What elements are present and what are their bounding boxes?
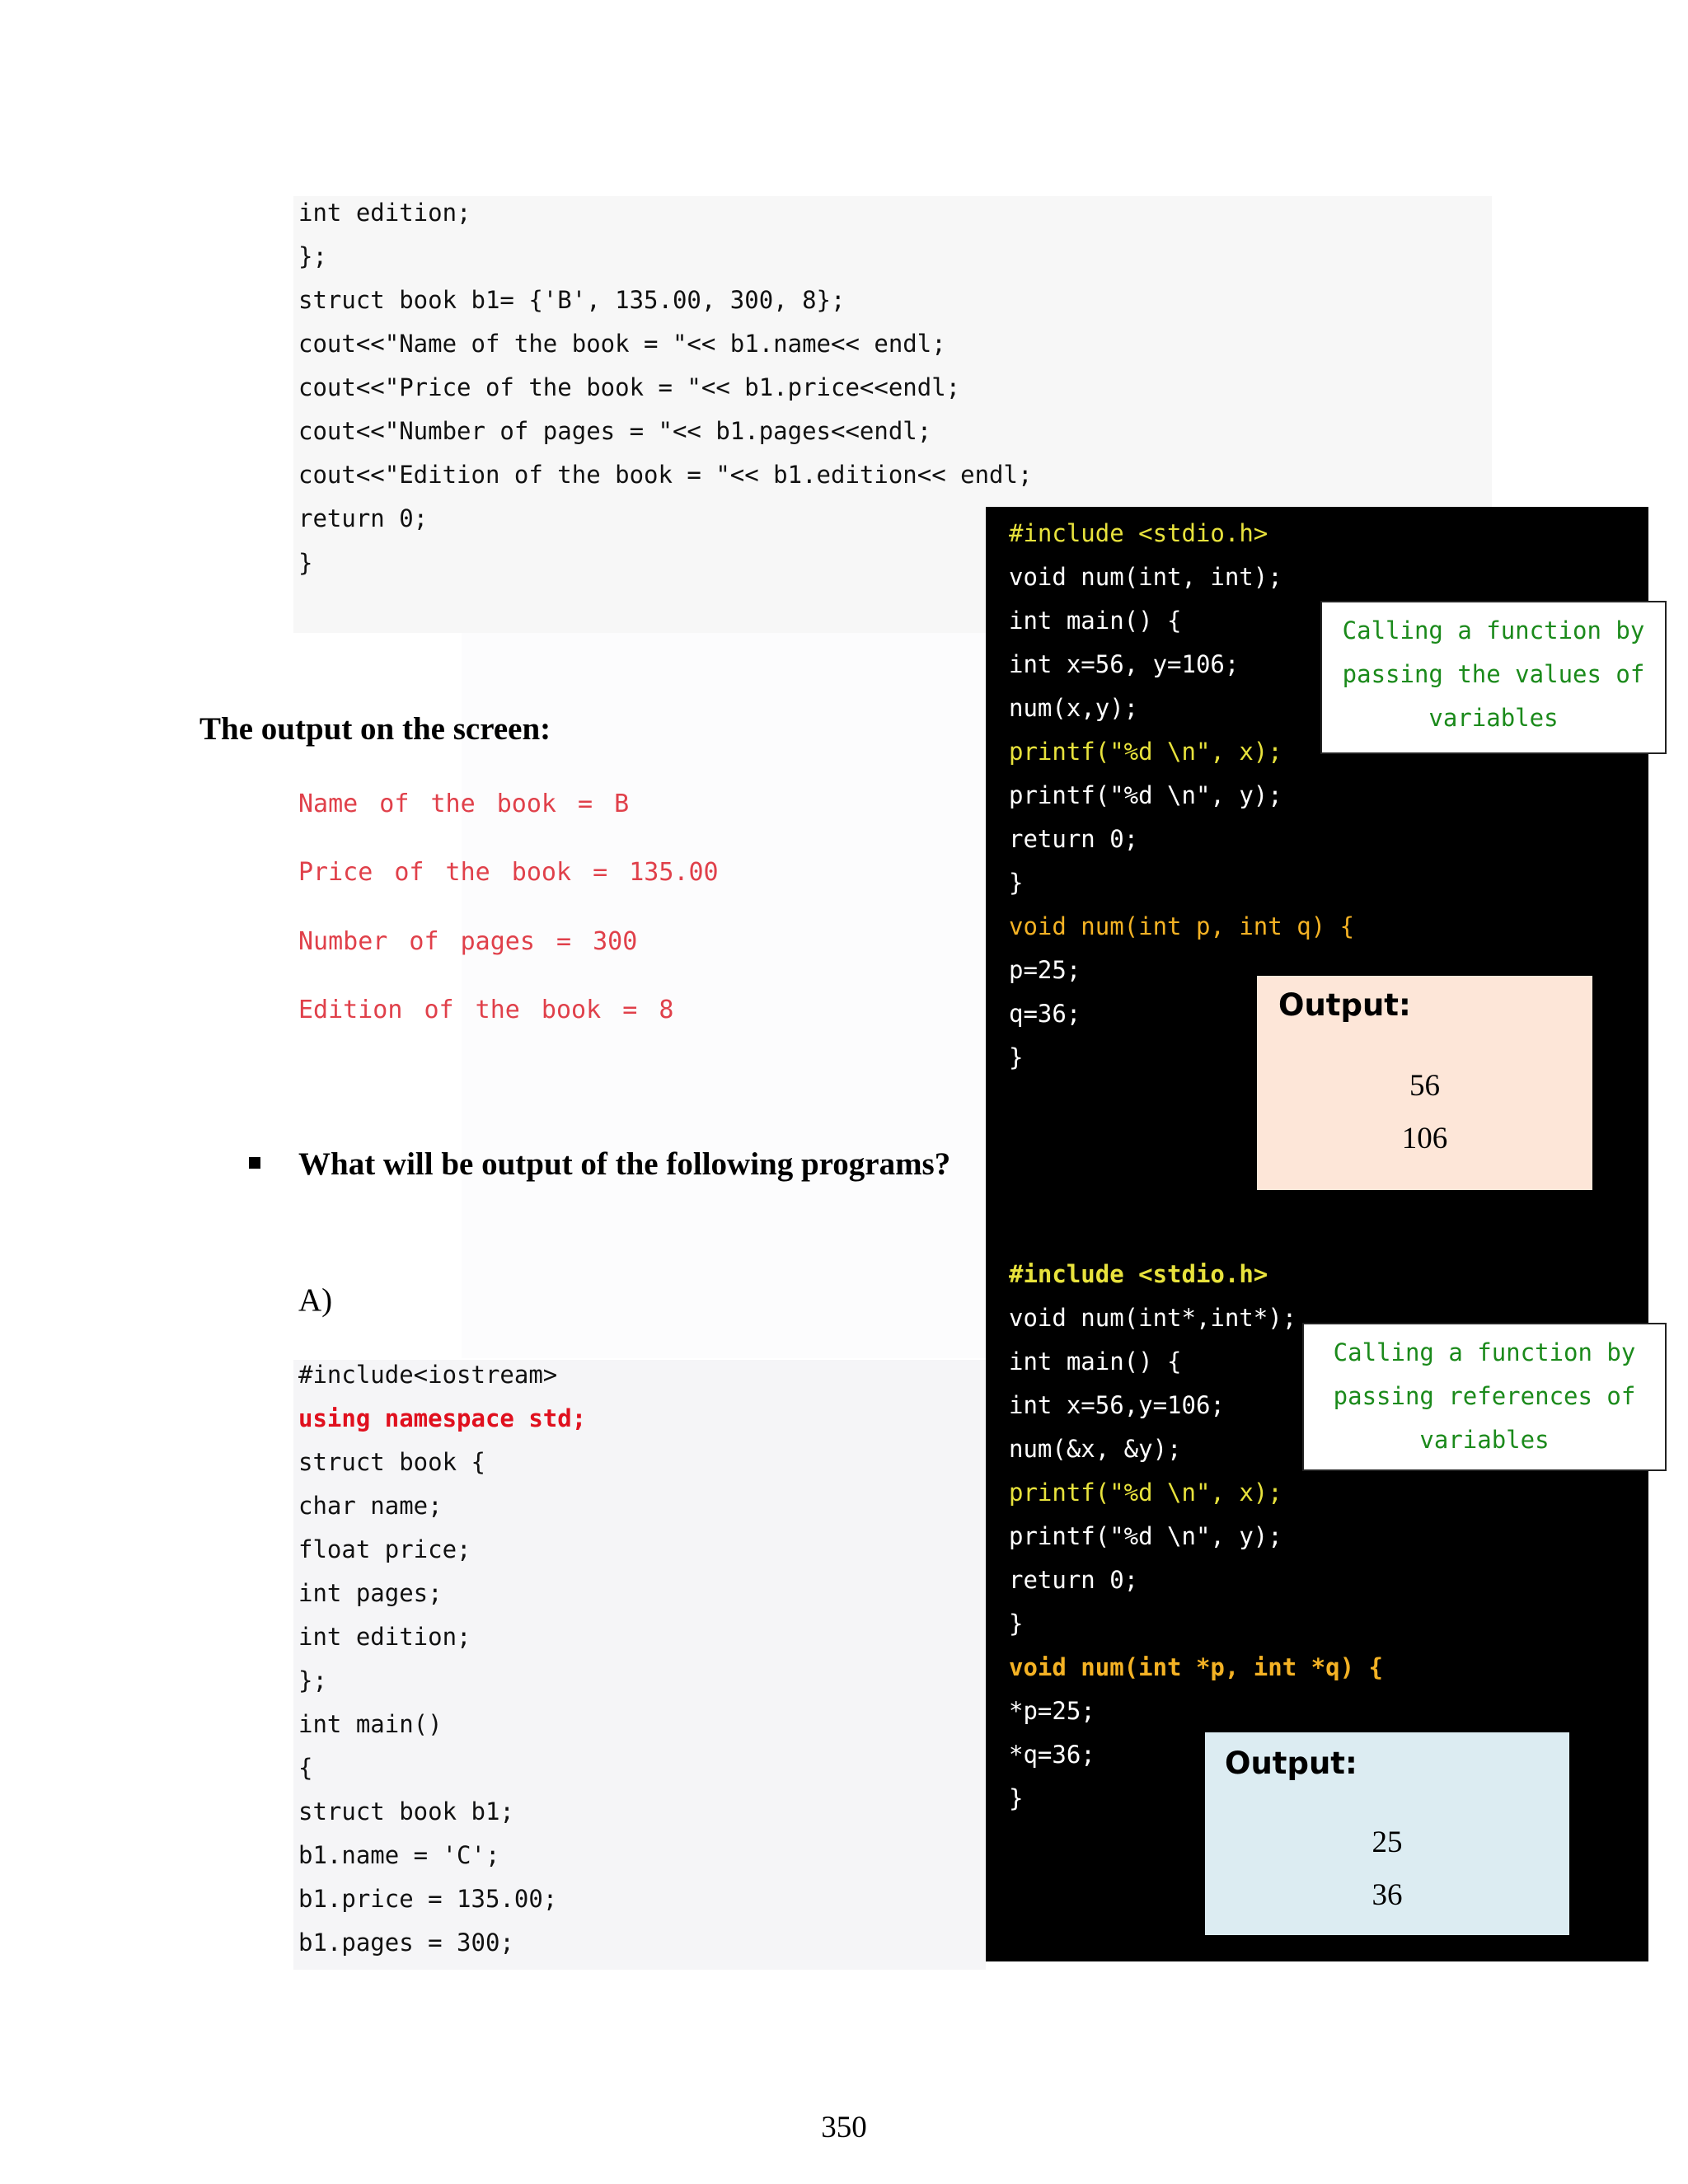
- program2-line: int x=56,y=106;: [1009, 1391, 1225, 1419]
- code-bottom-line: #include<iostream>: [298, 1361, 558, 1389]
- program2-line: #include <stdio.h>: [1009, 1260, 1268, 1288]
- program1-line: printf("%d \n", x);: [1009, 738, 1282, 766]
- code-bottom-line: char name;: [298, 1492, 443, 1520]
- code-bottom-line: b1.name = 'C';: [298, 1841, 500, 1869]
- code-bottom-line: };: [298, 1666, 327, 1694]
- program1-line: void num(int p, int q) {: [1009, 912, 1355, 940]
- code-bottom-line: struct book {: [298, 1448, 485, 1476]
- callout-line: passing the values of: [1342, 660, 1645, 688]
- program2-line: printf("%d \n", y);: [1009, 1522, 1282, 1550]
- program2-line: *p=25;: [1009, 1697, 1095, 1725]
- program2-output-title: Output:: [1225, 1746, 1357, 1781]
- program1-output-value: 56: [1409, 1069, 1440, 1103]
- bullet-icon: [249, 1157, 260, 1169]
- code-top-line: }: [298, 549, 313, 577]
- screen-output-line: Price of the book = 135.00: [298, 858, 719, 887]
- program1-output-value: 106: [1401, 1122, 1448, 1155]
- code-top-line: int edition;: [298, 199, 471, 227]
- program1-line: printf("%d \n", y);: [1009, 781, 1282, 809]
- program1-line: q=36;: [1009, 1000, 1081, 1028]
- program2-output-box: [1205, 1732, 1569, 1935]
- code-top-line: };: [298, 242, 327, 270]
- code-top-line: return 0;: [298, 504, 429, 532]
- output-heading: The output on the screen:: [199, 711, 551, 747]
- program2-line: void num(int*,int*);: [1009, 1304, 1297, 1332]
- code-bottom-line: using namespace std;: [298, 1404, 587, 1432]
- program1-line: #include <stdio.h>: [1009, 519, 1268, 547]
- program2-output-value: 36: [1372, 1878, 1403, 1912]
- code-top-line: cout<<"Edition of the book = "<< b1.edition<< endl;: [298, 461, 1033, 489]
- code-bottom-line: b1.pages = 300;: [298, 1929, 514, 1957]
- code-bottom-line: struct book b1;: [298, 1797, 514, 1825]
- code-bottom-line: int pages;: [298, 1579, 443, 1607]
- code-top-line: cout<<"Price of the book = "<< b1.price<<endl;: [298, 373, 961, 401]
- program1-output-title: Output:: [1278, 987, 1411, 1023]
- callout-line: passing references of: [1333, 1382, 1636, 1410]
- program1-line: }: [1009, 869, 1024, 897]
- program2-callout: [1302, 1323, 1667, 1471]
- program2-line: return 0;: [1009, 1566, 1139, 1594]
- code-top-line: cout<<"Number of pages = "<< b1.pages<<endl;: [298, 417, 932, 445]
- callout-line: variables: [1419, 1426, 1550, 1454]
- program2-line: }: [1009, 1610, 1024, 1638]
- program1-line: int main() {: [1009, 607, 1182, 635]
- program2-line: }: [1009, 1784, 1024, 1812]
- page-number: 350: [821, 2111, 867, 2144]
- code-bottom-line: {: [298, 1754, 313, 1782]
- code-top-line: struct book b1= {'B', 135.00, 300, 8};: [298, 286, 846, 314]
- program2-line: printf("%d \n", x);: [1009, 1479, 1282, 1507]
- screen-output-line: Number of pages = 300: [298, 927, 638, 956]
- program2-output-value: 25: [1372, 1825, 1403, 1859]
- program2-line: *q=36;: [1009, 1741, 1095, 1769]
- program1-line: int x=56, y=106;: [1009, 650, 1240, 678]
- part-label: A): [298, 1282, 333, 1318]
- program2-line: void num(int *p, int *q) {: [1009, 1653, 1383, 1681]
- code-bottom-line: b1.price = 135.00;: [298, 1885, 558, 1913]
- program2-line: int main() {: [1009, 1347, 1182, 1376]
- callout-line: Calling a function by: [1342, 616, 1645, 644]
- program1-line: void num(int, int);: [1009, 563, 1282, 591]
- program1-callout: [1320, 601, 1667, 754]
- program1-line: return 0;: [1009, 825, 1139, 853]
- code-bottom-line: int edition;: [298, 1623, 471, 1651]
- question-text: What will be output of the following programs?: [298, 1146, 951, 1182]
- program1-output-box: [1257, 976, 1592, 1190]
- code-top-line: cout<<"Name of the book = "<< b1.name<< endl;: [298, 330, 946, 358]
- code-bottom-line: float price;: [298, 1535, 471, 1563]
- callout-line: variables: [1428, 704, 1559, 732]
- program1-line: }: [1009, 1043, 1024, 1071]
- callout-line: Calling a function by: [1333, 1338, 1636, 1366]
- program1-line: num(x,y);: [1009, 694, 1139, 722]
- code-bottom-line: int main(): [298, 1710, 443, 1738]
- program1-line: p=25;: [1009, 956, 1081, 984]
- program2-line: num(&x, &y);: [1009, 1435, 1182, 1463]
- screen-output-line: Edition of the book = 8: [298, 996, 674, 1024]
- screen-output-line: Name of the book = B: [298, 790, 630, 818]
